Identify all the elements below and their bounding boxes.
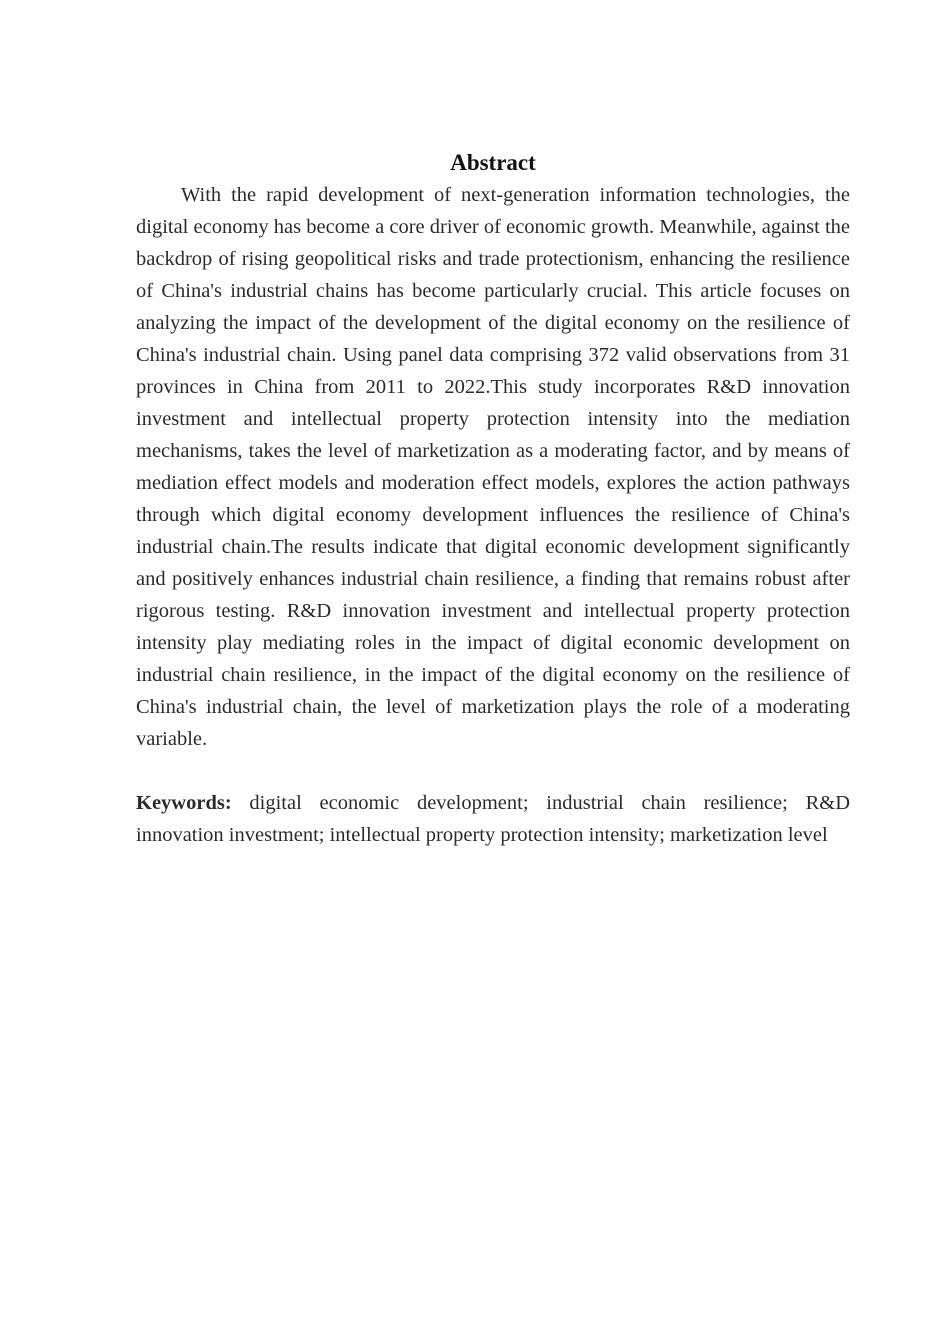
- abstract-body: With the rapid development of next-generation information technologies, the digital economy has become a core driver of economic growth. Meanwhile, against the backdrop of rising geopolitical risks and trade protectionism, enhancing the resilience of China's industrial chains has become particularly crucial. This article focuses on analyzing the impact of the development of the digital economy on the resilience of China's industrial chain. Using panel data comprising 372 valid observations from 31 provinces in China from 2011 to 2022.This study incorporates R&D innovation investment and intellectual property protection intensity into the mediation mechanisms, takes the level of marketization as a moderating factor, and by means of mediation effect models and moderation effect models, explores the action pathways through which digital economy development influences the resilience of China's industrial chain.The results indicate that digital economic development significantly and positively enhances industrial chain resilience, a finding that remains robust after rigorous testing. R&D innovation investment and intellectual property protection intensity play mediating roles in the impact of digital economic development on industrial chain resilience, in the impact of the digital economy on the resilience of China's industrial chain, the level of marketization plays the role of a moderating variable.: [136, 184, 850, 750]
- abstract-title: Abstract: [450, 150, 536, 175]
- keywords-text: digital economic development; industrial chain resilience; R&D innovation investment; intellectual property protection intensity; marketization level: [136, 792, 850, 846]
- keywords-paragraph: [136, 787, 850, 851]
- keywords-label: Keywords:: [136, 792, 232, 814]
- abstract-section: [136, 147, 850, 851]
